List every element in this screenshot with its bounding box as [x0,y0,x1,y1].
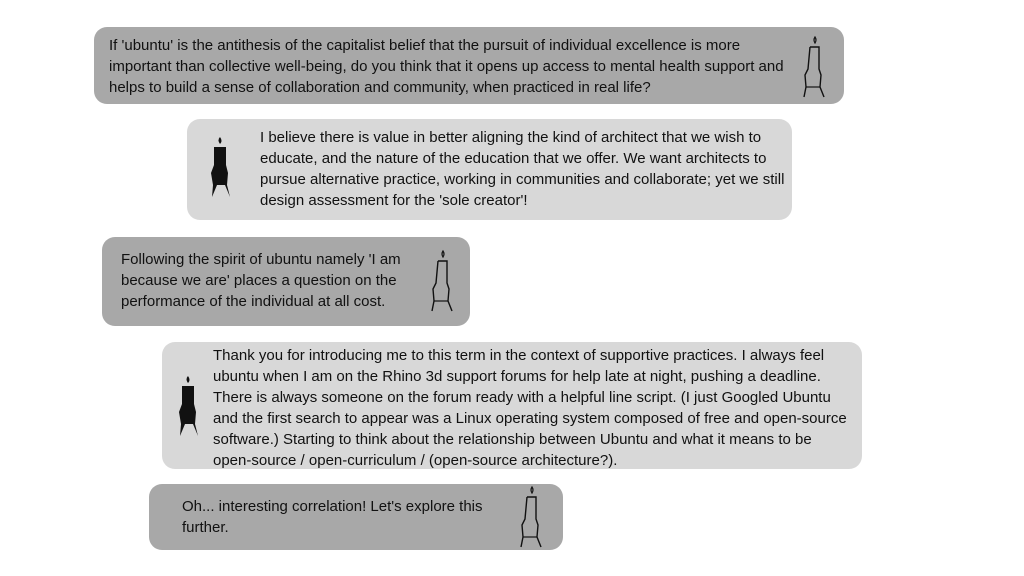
message-bubble-4 [162,342,862,469]
outline-candle-figure-icon [428,249,456,313]
filled-candle-figure-icon [174,374,202,438]
message-bubble-2 [187,119,792,220]
filled-candle-figure-icon [206,135,234,199]
message-text-1: If 'ubuntu' is the antithesis of the capitalist belief that the pursuit of individual excellence is more important than collective well-being, do you think that it opens up access to mental health support and helps to build a sense of collaboration and community, when practiced in real life? [109,37,784,96]
message-bubble-5 [149,484,563,550]
message-bubble-1 [94,27,844,104]
message-text-4: Thank you for introducing me to this term in the context of supportive practices. I always feel ubuntu when I am on the Rhino 3d support forums for help late at night, pushing a deadline. There is always someone on the forum ready with a helpful line script. (I just Googled Ubuntu and the first search to appear was a Linux operating system composed of free and open-source software.) Starting to think about the relationship between Ubuntu and what it means to be open-source / open-curriculum / (open-source architecture?). [213,347,847,469]
message-text-5: Oh... interesting correlation! Let's explore this further. [182,498,483,536]
outline-candle-figure-icon [517,485,545,549]
message-text-2: I believe there is value in better aligning the kind of architect that we wish to educate, and the nature of the education that we offer. We want architects to pursue alternative practice, working in communities and collaborate; yet we still design assessment for the 'sole creator'! [260,129,785,209]
message-bubble-3 [102,237,470,326]
outline-candle-figure-icon [800,35,828,99]
message-text-3: Following the spirit of ubuntu namely 'I am because we are' places a question on the performance of the individual at all cost. [121,251,401,310]
